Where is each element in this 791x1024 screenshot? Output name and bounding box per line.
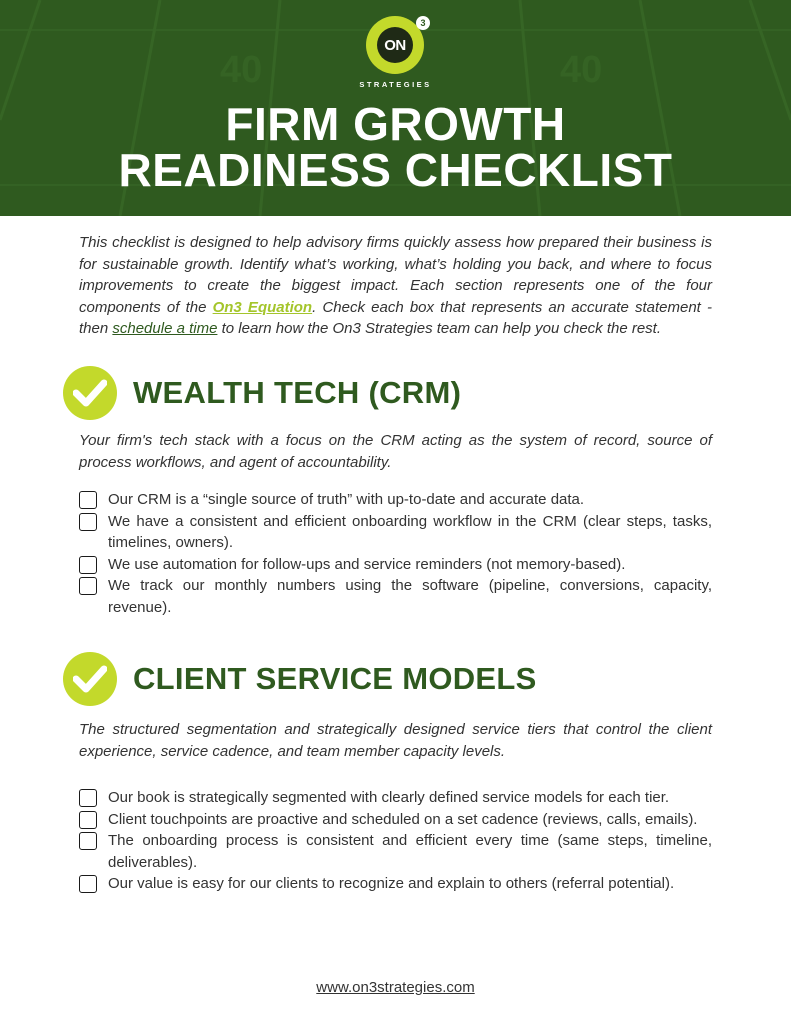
checklist-item	[79, 575, 712, 618]
checklist-item	[79, 787, 712, 809]
section-description: The structured segmentation and strategically designed service tiers that control the client experience, service cadence, and team member capacity levels.	[79, 721, 712, 760]
header-banner	[0, 0, 791, 216]
page-title-line1: FIRM GROWTH	[225, 98, 566, 150]
checklist-item-text: Our book is strategically segmented with clearly defined service models for each tier.	[108, 789, 670, 806]
schedule-time-link[interactable]: schedule a time	[112, 320, 218, 337]
checklist-item	[79, 554, 712, 576]
checkbox[interactable]	[79, 577, 97, 595]
logo-superscript: 3	[416, 16, 430, 30]
checkbox[interactable]	[79, 556, 97, 574]
logo-wordmark: STRATEGIES	[359, 80, 432, 89]
intro-text-2: . Check each box that represents an accurate statement - then	[79, 298, 713, 337]
page-title-line2: READINESS CHECKLIST	[118, 144, 673, 196]
checklist-item-text: We have a consistent and efficient onboarding workflow in the CRM (clear steps, tasks, timelines, owners).	[108, 512, 712, 551]
checkbox[interactable]	[79, 811, 97, 829]
checklist-client-service	[79, 787, 712, 895]
checkbox[interactable]	[79, 789, 97, 807]
checkbox[interactable]	[79, 832, 97, 850]
checklist-item-text: Our CRM is a “single source of truth” with up-to-date and accurate data.	[108, 491, 585, 508]
check-circle-icon	[63, 366, 117, 420]
checkbox[interactable]	[79, 875, 97, 893]
logo-inner: ON	[377, 27, 413, 63]
intro-text-1: This checklist is designed to help advisory firms quickly assess how prepared their business is for sustainable growth. Identify what’s working, what’s holding you back, and where to focus improvements to create the biggest impact. Each section represents one of the four components of the	[79, 234, 712, 316]
footer-website-link[interactable]: www.on3strategies.com	[316, 979, 475, 996]
checklist-item-text: The onboarding process is consistent and efficient every time (same steps, timeline, deliverables).	[108, 832, 712, 871]
on3-logo	[366, 16, 426, 76]
check-circle-icon	[63, 652, 117, 706]
checklist-item	[79, 830, 712, 873]
intro-paragraph	[79, 232, 712, 340]
section-title: WEALTH TECH (CRM)	[133, 375, 462, 410]
checklist-item	[79, 809, 712, 831]
checkbox[interactable]	[79, 491, 97, 509]
intro-text-3: to learn how the On3 Strategies team can help you check the rest.	[217, 320, 662, 337]
checklist-wealth-tech	[79, 489, 712, 618]
svg-text:40: 40	[560, 49, 603, 91]
section-title: CLIENT SERVICE MODELS	[133, 661, 537, 696]
checklist-item-text: We track our monthly numbers using the software (pipeline, conversions, capacity, revenue).	[108, 577, 712, 616]
section-heading-wealth-tech	[63, 366, 461, 420]
svg-text:40: 40	[220, 49, 263, 91]
section-heading-client-service	[63, 652, 537, 706]
checklist-item	[79, 873, 712, 895]
checklist-item-text: Our value is easy for our clients to recognize and explain to others (referral potential).	[108, 875, 675, 892]
checklist-item	[79, 489, 712, 511]
checklist-item	[79, 511, 712, 554]
checklist-item-text: We use automation for follow-ups and service reminders (not memory-based).	[108, 555, 626, 573]
checklist-item-text: Client touchpoints are proactive and scheduled on a set cadence (reviews, calls, emails).	[108, 810, 698, 828]
on3-equation-link[interactable]: On3 Equation	[212, 298, 313, 316]
section-description: Your firm's tech stack with a focus on the CRM acting as the system of record, source of process workflows, and agent of accountability.	[79, 432, 712, 471]
checkbox[interactable]	[79, 513, 97, 531]
